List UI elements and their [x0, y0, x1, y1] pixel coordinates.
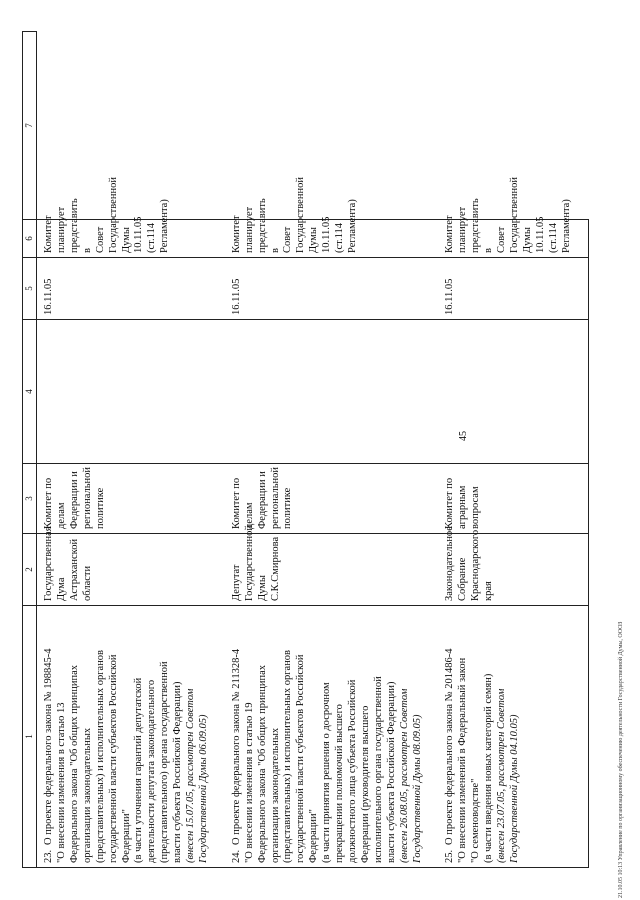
column-header: 4	[23, 320, 37, 464]
status-cell-line: Государственной	[295, 177, 307, 253]
author-cell	[225, 525, 439, 606]
committee-cell	[438, 464, 588, 534]
bill-cell	[438, 606, 588, 868]
author-cell	[37, 526, 225, 606]
committee-cell-line: Комитет по делам	[230, 477, 255, 529]
bill-cell	[37, 606, 225, 868]
date-cell: 16.11.05	[225, 258, 439, 320]
status-cell-line: (ст.114 Регламента)	[146, 199, 171, 253]
bill-text-line: "О внесении изменения в статью 19	[243, 702, 255, 863]
committee-cell-line: Федерации и	[68, 471, 80, 529]
status-cell-line: представить в Совет	[68, 198, 106, 253]
committee-cell-line: Федерации и	[256, 471, 268, 529]
author-cell-line: Собрание	[457, 557, 469, 601]
empty-cell	[37, 320, 225, 464]
bill-text-line: Федерации"	[308, 809, 320, 863]
bill-note-line: Государственной Думы 06.09.05)	[197, 714, 209, 863]
status-cell-line: представить в Совет	[470, 198, 508, 253]
committee-cell	[37, 464, 225, 534]
date-cell: 16.11.05	[37, 258, 225, 320]
status-cell-line: Думы 10.11.05	[120, 216, 145, 253]
author-cell-line: области	[81, 565, 93, 601]
bill-note-line: Государственной Думы 08.09.05)	[411, 714, 423, 863]
bill-text-line: власти субъекта Российской Федерации)	[385, 681, 397, 863]
column-header: 1	[23, 606, 37, 868]
table-row	[225, 32, 439, 868]
footer-text: 21.10.05 10:13 Управление по организационному обеспечению деятельности Государственной Думы, ОООЗ	[618, 621, 624, 898]
empty-cell	[225, 320, 439, 464]
committee-cell-line: региональной	[81, 467, 93, 529]
committee-cell	[225, 464, 439, 534]
bill-text-line: "О семеноводстве"	[470, 778, 482, 863]
bill-text-line: Федерации (руководителя высшего	[359, 705, 371, 863]
bill-text-line: (в части уточнения гарантий депутатской	[133, 677, 145, 863]
status-cell-line: Комитет планирует	[43, 206, 67, 253]
row-number: 23.	[43, 849, 55, 863]
status-cell-line: Комитет планирует	[444, 206, 469, 253]
author-cell-line: Государственной	[243, 525, 255, 601]
bill-text-line: (представительных) и исполнительных органов	[282, 649, 294, 863]
bill-text-line: (представительных) и исполнительных органов	[94, 649, 106, 863]
column-header: 6	[23, 220, 37, 258]
status-cell	[37, 177, 225, 258]
committee-cell-line: вопросам	[470, 486, 482, 529]
bill-text-line: (в части введения новых категорий семян)	[483, 673, 495, 863]
status-cell-line: Государственной	[508, 177, 520, 253]
author-cell-line: Краснодарского края	[470, 529, 495, 601]
bill-cell	[225, 606, 439, 868]
column-header: 5	[23, 258, 37, 320]
bill-text-line: государственной власти субъектов Российской	[107, 654, 119, 863]
bill-text-line: Федерации"	[120, 809, 132, 863]
bill-text-line: О проекте федерального закона № 201486-4	[444, 648, 456, 845]
bill-text-line: (представительного) органа государственной	[159, 661, 171, 863]
status-cell-line: представить в Совет	[256, 198, 294, 253]
page-number: 45	[458, 431, 469, 441]
bill-note-line: (внесен 15.07.05, рассмотрен Советом	[185, 688, 197, 863]
bill-text-line: О проекте федерального закона № 198845-4	[43, 648, 55, 845]
committee-cell-line: региональной	[269, 467, 281, 529]
bill-text-line: власти субъекта Российской Федерации)	[172, 681, 184, 863]
bill-text-line: государственной власти субъектов Российской	[295, 654, 307, 863]
author-cell-line: Думы	[256, 575, 268, 601]
status-cell-line: Государственной	[107, 177, 119, 253]
committee-cell-line: политике	[94, 487, 106, 529]
column-header: 7	[23, 32, 37, 220]
date-cell: 16.11.05	[438, 258, 588, 320]
row-number: 25.	[444, 849, 456, 863]
author-cell-line: Депутат	[230, 564, 242, 601]
table-header-row	[23, 32, 37, 868]
author-cell-line: Государственная	[43, 526, 55, 601]
bill-text-line: "О внесении изменения в статью 13	[55, 702, 67, 863]
row-number: 24.	[230, 849, 242, 863]
status-cell-line: (ст.114 Регламента)	[334, 199, 358, 253]
committee-cell-line: Комитет по	[444, 477, 456, 529]
bill-text-line: Федерального закона "Об общих принципах	[256, 664, 268, 863]
status-cell-line: (ст.114 Регламента)	[547, 199, 572, 253]
status-cell	[225, 177, 439, 258]
bill-text-line: организации законодательных	[81, 727, 93, 863]
bill-text-line: (в части принятия решения о досрочном	[321, 682, 333, 863]
author-cell-line: С.К.Смирнова	[269, 536, 281, 601]
bill-note-line: (внесен 26.08.05, рассмотрен Советом	[398, 688, 410, 863]
committee-cell-line: Комитет по делам	[43, 477, 67, 529]
column-header: 2	[23, 534, 37, 606]
bills-table-container	[22, 32, 612, 868]
bill-text-line: исполнительного органа государственной	[372, 676, 384, 863]
committee-cell-line: политике	[282, 487, 294, 529]
bill-text-line: О проекте федерального закона № 211328-4	[230, 648, 242, 845]
bill-note-line: Государственной Думы 04.10.05)	[508, 714, 520, 863]
table-row	[438, 32, 588, 868]
bill-text-line: должностного лица субъекта Российской	[347, 679, 358, 863]
author-cell-line: Законодательное	[444, 526, 456, 601]
table-row	[37, 32, 225, 868]
author-cell	[438, 526, 588, 606]
bill-text-line: организации законодательных	[269, 727, 281, 863]
bills-table	[22, 31, 589, 868]
status-cell-line: Думы 10.11.05	[521, 216, 546, 253]
bill-text-line: деятельности депутата законодательного	[146, 679, 158, 863]
bill-text-line: "О внесении изменений в Федеральный закон	[457, 657, 469, 863]
bill-note-line: (внесен 23.07.05, рассмотрен Советом	[496, 688, 508, 863]
empty-cell	[438, 320, 588, 464]
status-cell-line: Комитет планирует	[230, 206, 255, 253]
status-cell-line: Думы 10.11.05	[308, 216, 333, 253]
committee-cell-line: аграрным	[457, 485, 469, 529]
status-cell	[438, 177, 588, 258]
bill-text-line: Федерального закона "Об общих принципах	[68, 664, 80, 863]
author-cell-line: Дума Астраханской	[55, 538, 80, 601]
bill-text-line: прекращении полномочий высшего	[334, 704, 346, 863]
column-header: 3	[23, 464, 37, 534]
